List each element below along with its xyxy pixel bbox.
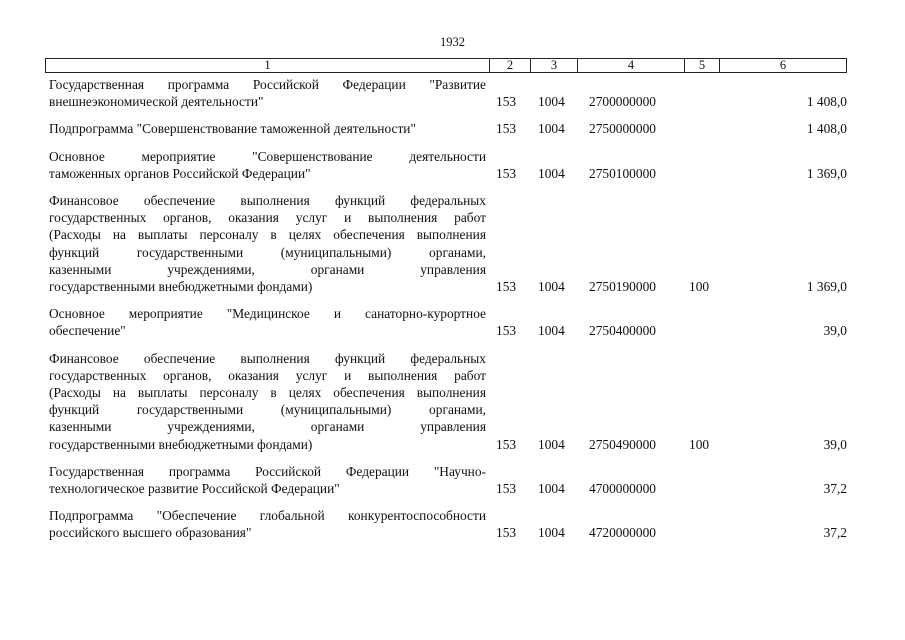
table-row xyxy=(49,305,847,339)
row-name-line: (Расходы на выплаты персоналу в целях обеспечения выполнения xyxy=(49,385,486,401)
header-col-5: 5 xyxy=(685,59,720,72)
header-col-4: 4 xyxy=(578,59,685,72)
header-col-6: 6 xyxy=(779,58,787,72)
row-name xyxy=(49,463,486,497)
row-col-3: 1004 xyxy=(538,436,565,452)
row-name-line: Основное мероприятие "Медицинское и санаторно-курортное xyxy=(49,306,486,322)
row-name xyxy=(49,192,486,295)
row-col-4: 4700000000 xyxy=(589,481,656,497)
row-name-line: государственными внебюджетными фондами) xyxy=(49,436,313,452)
row-col-2: 153 xyxy=(496,165,517,181)
row-name-line: обеспечение" xyxy=(49,323,126,339)
row-col-6: 39,0 xyxy=(823,323,847,339)
row-name xyxy=(49,120,486,137)
row-col-2: 153 xyxy=(496,323,517,339)
row-col-6: 1 369,0 xyxy=(806,165,847,181)
row-col-2: 153 xyxy=(496,525,517,541)
row-name xyxy=(49,76,486,110)
row-name-line: Основное мероприятие "Совершенствование деятельности xyxy=(49,148,486,164)
row-name-line: государственными внебюджетными фондами) xyxy=(49,279,313,295)
row-name-line: казенными учреждениями, органами управления xyxy=(49,261,486,277)
row-name-line: Государственная программа Российской Федерации "Развитие xyxy=(49,77,486,92)
row-col-6: 1 408,0 xyxy=(806,94,847,110)
header-col-1: 1 xyxy=(46,59,490,72)
row-col-6: 39,0 xyxy=(823,436,847,452)
row-col-6: 37,2 xyxy=(823,525,847,541)
row-name-line: технологическое развитие Российской Федерации" xyxy=(49,481,340,497)
row-name-line: государственных органов, оказания услуг и выполнения работ xyxy=(49,367,486,383)
row-name-line: таможенных органов Российской Федерации" xyxy=(49,165,311,181)
row-name-line: Подпрограмма "Обеспечение глобальной конкурентоспособности xyxy=(49,508,486,524)
row-name-line: (Расходы на выплаты персоналу в целях обеспечения выполнения xyxy=(49,227,486,243)
row-col-2: 153 xyxy=(496,436,517,452)
header-col-2: 2 xyxy=(490,59,531,72)
row-name-line: российского высшего образования" xyxy=(49,525,252,541)
table-body xyxy=(49,76,847,552)
row-name-line: Подпрограмма "Совершенствование таможенной деятельности" xyxy=(49,121,416,137)
table-row xyxy=(49,76,847,110)
row-name-line: казенными учреждениями, органами управления xyxy=(49,419,486,435)
row-name xyxy=(49,305,486,339)
row-col-5: 100 xyxy=(689,436,710,452)
row-name-line: Финансовое обеспечение выполнения функций федеральных xyxy=(49,350,486,366)
row-col-3: 1004 xyxy=(538,165,565,181)
row-col-4: 2750190000 xyxy=(589,279,656,295)
row-col-6: 1 408,0 xyxy=(806,121,847,137)
table-row xyxy=(49,350,847,453)
table-header xyxy=(45,58,847,73)
row-name xyxy=(49,148,486,182)
row-col-4: 4720000000 xyxy=(589,525,656,541)
row-col-6: 1 369,0 xyxy=(806,279,847,295)
row-col-3: 1004 xyxy=(538,323,565,339)
row-col-2: 153 xyxy=(496,94,517,110)
row-name-line: Финансовое обеспечение выполнения функций федеральных xyxy=(49,193,486,209)
row-name xyxy=(49,350,486,453)
row-col-6: 37,2 xyxy=(823,481,847,497)
row-col-4: 2750400000 xyxy=(589,323,656,339)
row-name-line: функций государственными (муниципальными) органами, xyxy=(49,244,486,260)
row-name-line: внешнеэкономической деятельности" xyxy=(49,94,264,110)
row-col-3: 1004 xyxy=(538,279,565,295)
table-row xyxy=(49,507,847,541)
page-number: 1932 xyxy=(440,35,465,49)
row-col-4: 2700000000 xyxy=(589,94,656,110)
row-col-3: 1004 xyxy=(538,481,565,497)
row-col-4: 2750490000 xyxy=(589,436,656,452)
table-row xyxy=(49,192,847,295)
table-row xyxy=(49,148,847,182)
row-col-2: 153 xyxy=(496,481,517,497)
row-col-2: 153 xyxy=(496,121,517,137)
row-name-line: функций государственными (муниципальными) органами, xyxy=(49,402,486,418)
row-col-3: 1004 xyxy=(538,94,565,110)
row-col-5: 100 xyxy=(689,279,710,295)
row-col-2: 153 xyxy=(496,279,517,295)
row-col-4: 2750000000 xyxy=(589,121,656,137)
row-name-line: государственных органов, оказания услуг и выполнения работ xyxy=(49,210,486,226)
row-col-3: 1004 xyxy=(538,121,565,137)
header-col-3: 3 xyxy=(531,59,578,72)
row-name xyxy=(49,507,486,541)
table-row xyxy=(49,463,847,497)
row-col-4: 2750100000 xyxy=(589,165,656,181)
row-col-3: 1004 xyxy=(538,525,565,541)
table-row xyxy=(49,120,847,137)
row-name-line: Государственная программа Российской Федерации "Научно- xyxy=(49,463,486,479)
